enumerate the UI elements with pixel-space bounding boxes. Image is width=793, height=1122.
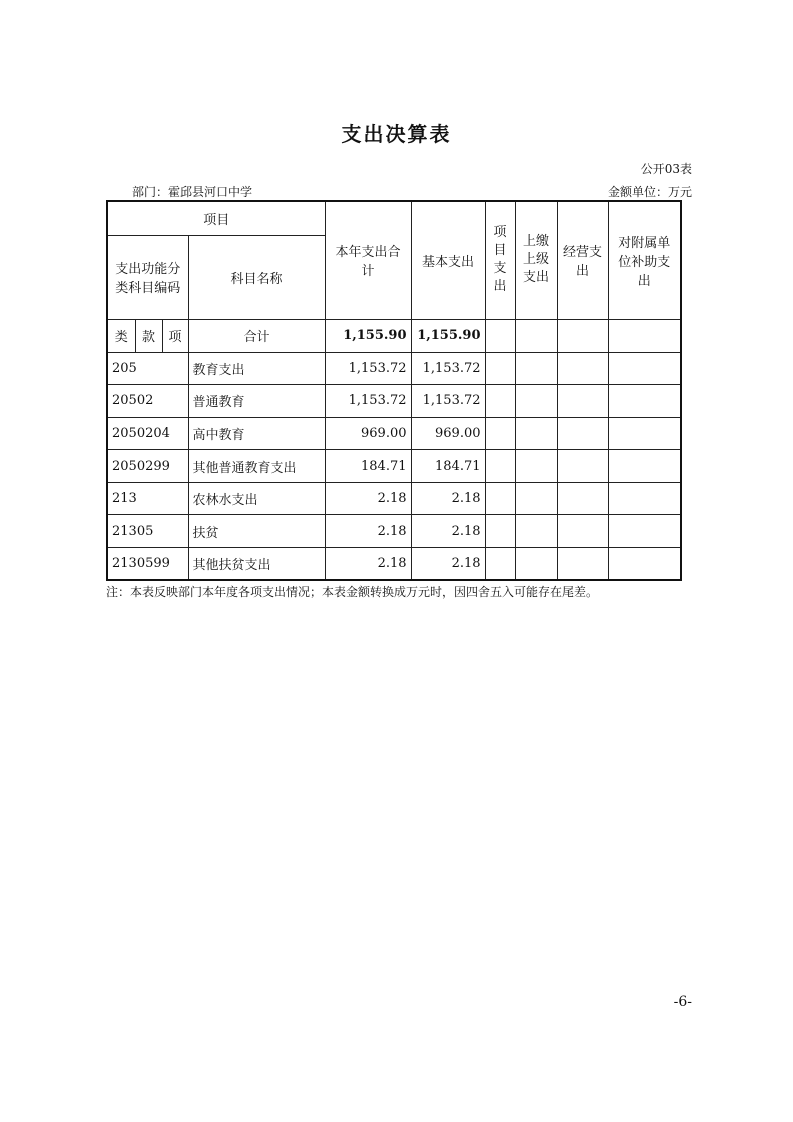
header-subject-name: 科目名称 [188, 235, 325, 319]
department-label: 部门：霍邱县河口中学 [132, 185, 253, 199]
row-name: 其他扶贫支出 [188, 548, 325, 581]
amount-unit-label: 金额单位：万元 [607, 185, 692, 199]
row-year-total: 2.18 [325, 482, 411, 515]
row-year-total: 1,153.72 [325, 352, 411, 385]
header-xiang: 项 [162, 319, 188, 352]
row-code: 205 [107, 352, 188, 385]
header-remit: 上缴上级支出 [515, 201, 557, 319]
table-row [107, 515, 681, 548]
row-name: 扶贫 [188, 515, 325, 548]
row-basic: 184.71 [411, 450, 485, 483]
total-label: 合计 [188, 319, 325, 352]
row-basic: 2.18 [411, 482, 485, 515]
row-year-total: 184.71 [325, 450, 411, 483]
row-basic: 2.18 [411, 515, 485, 548]
table-row [107, 417, 681, 450]
row-year-total: 969.00 [325, 417, 411, 450]
row-name: 高中教育 [188, 417, 325, 450]
footnote: 注：本表反映部门本年度各项支出情况；本表金额转换成万元时，因四舍五入可能存在尾差。 [106, 585, 599, 599]
row-name: 教育支出 [188, 352, 325, 385]
header-func-code: 支出功能分类科目编码 [107, 235, 188, 319]
row-basic: 1,153.72 [411, 352, 485, 385]
form-number: 公开03表 [640, 162, 692, 176]
header-item: 项目 [107, 201, 325, 235]
header-business: 经营支出 [557, 201, 608, 319]
page-number: -6- [673, 994, 692, 1010]
row-basic: 969.00 [411, 417, 485, 450]
header-basic: 基本支出 [411, 201, 485, 319]
header-subsidy: 对附属单位补助支出 [608, 201, 681, 319]
row-code: 2050299 [107, 450, 188, 483]
header-kuan: 款 [135, 319, 162, 352]
table-row [107, 385, 681, 418]
row-name: 其他普通教育支出 [188, 450, 325, 483]
row-code: 20502 [107, 385, 188, 418]
header-project: 项目支出 [485, 201, 515, 319]
row-code: 2130599 [107, 548, 188, 581]
table-row [107, 548, 681, 581]
row-year-total: 2.18 [325, 515, 411, 548]
table-row [107, 482, 681, 515]
row-year-total: 2.18 [325, 548, 411, 581]
table-row [107, 352, 681, 385]
row-code: 2050204 [107, 417, 188, 450]
table-row [107, 450, 681, 483]
row-code: 213 [107, 482, 188, 515]
header-year-total: 本年支出合计 [325, 201, 411, 319]
row-name: 普通教育 [188, 385, 325, 418]
row-name: 农林水支出 [188, 482, 325, 515]
row-code: 21305 [107, 515, 188, 548]
header-lei: 类 [107, 319, 135, 352]
row-year-total: 1,153.72 [325, 385, 411, 418]
total-basic: 1,155.90 [411, 319, 485, 352]
row-basic: 1,153.72 [411, 385, 485, 418]
expenditure-table [106, 200, 682, 581]
total-year-total: 1,155.90 [325, 319, 411, 352]
page-title: 支出决算表 [341, 122, 452, 146]
row-basic: 2.18 [411, 548, 485, 581]
